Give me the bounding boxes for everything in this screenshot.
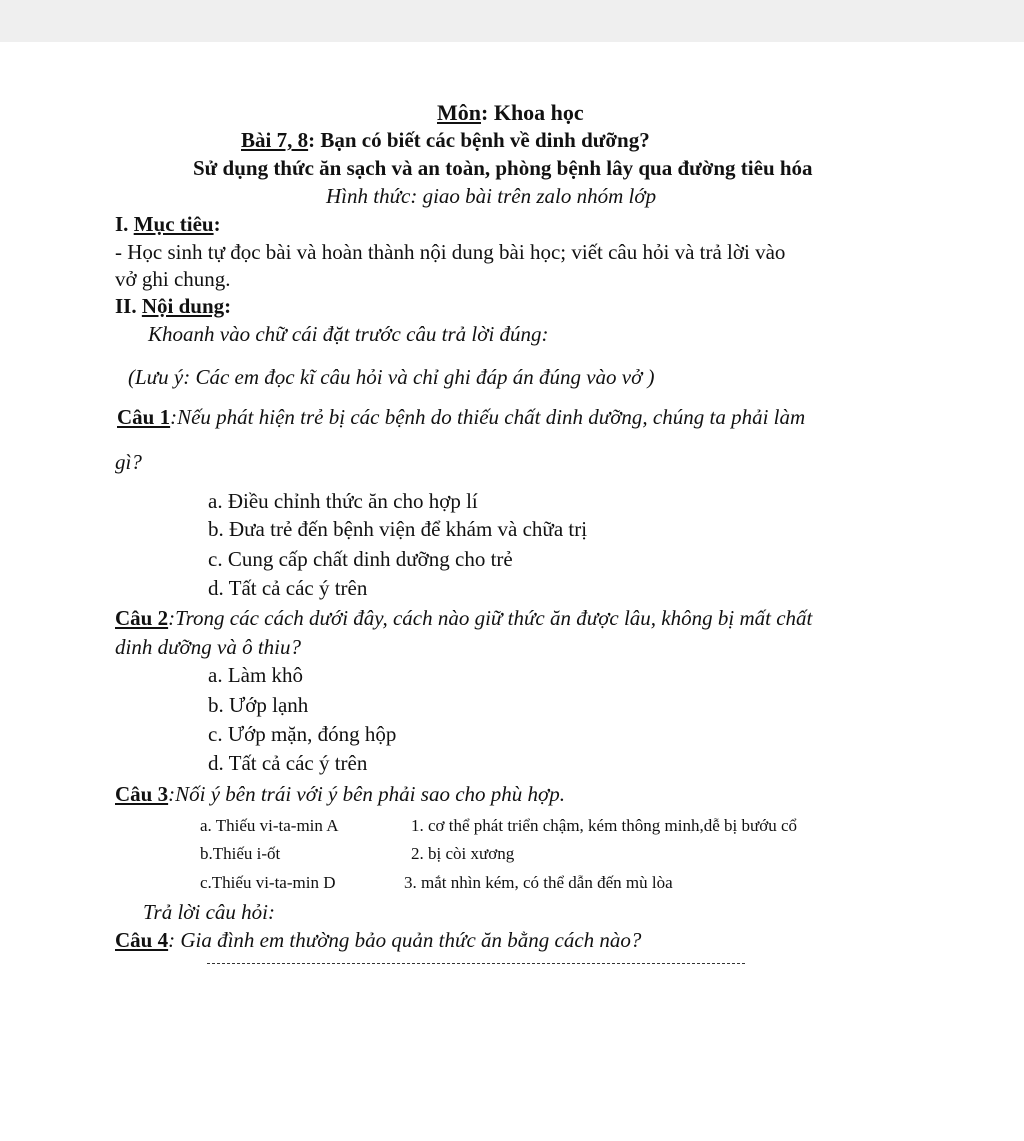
section1-title: Mục tiêu [133,212,214,236]
q2-label: Câu 2 [115,606,169,630]
q1-text: :Nếu phát hiện trẻ bị các bệnh do thiếu chất dinh dưỡng, chúng ta phải làm [170,405,806,429]
format-line: Hình thức: giao bài trên zalo nhóm lớp [326,184,657,208]
q2-option-d[interactable]: d. Tất cả các ý trên [208,751,368,775]
subject-value: : Khoa học [481,100,584,125]
subject-line [437,100,584,126]
q1-line2: gì? [115,450,142,474]
top-bar [0,0,1024,42]
section1-text-line2: vở ghi chung. [115,267,231,291]
section1-text-line1: - Học sinh tự đọc bài và hoàn thành nội dung bài học; viết câu hỏi và trả lời vào [115,240,786,264]
q3-right-1: 1. cơ thể phát triển chậm, kém thông minh,dễ bị bướu cổ [411,816,797,835]
q2-line2: dinh dưỡng và ô thiu? [115,635,301,659]
q4-text: : Gia đình em thường bảo quản thức ăn bằng cách nào? [168,928,642,952]
q3-text: :Nối ý bên trái với ý bên phải sao cho phù hợp. [168,782,565,806]
section2-heading: II. Nội dung: [115,294,232,318]
subject-label: Môn [437,100,481,125]
q3-left-a: a. Thiếu vi-ta-min A [200,816,339,835]
q1-option-d[interactable]: d. Tất cả các ý trên [208,576,368,600]
lesson-line [241,127,650,153]
answer-dotted-line[interactable] [207,963,745,964]
answer-heading: Trả lời câu hỏi: [143,900,275,924]
q3-line [115,781,565,807]
section2-title: Nội dung [141,294,225,318]
q1-option-a[interactable]: a. Điều chỉnh thức ăn cho hợp lí [208,489,478,513]
q1-line1 [117,404,805,430]
q3-left-b: b.Thiếu i-ốt [200,844,281,863]
instruction-text: Khoanh vào chữ cái đặt trước câu trả lời đúng: [148,322,549,346]
lesson-subtitle: Sử dụng thức ăn sạch và an toàn, phòng bệnh lây qua đường tiêu hóa [193,156,813,180]
q2-option-b[interactable]: b. Ướp lạnh [208,693,309,717]
q2-option-c[interactable]: c. Ướp mặn, đóng hộp [208,722,397,746]
note-text: (Lưu ý: Các em đọc kĩ câu hỏi và chỉ ghi đáp án đúng vào vở ) [128,365,655,389]
lesson-label: Bài 7, 8 [241,128,309,152]
q2-option-a[interactable]: a. Làm khô [208,663,304,687]
lesson-value: : Bạn có biết các bệnh về dinh dưỡng? [308,128,650,152]
q1-option-c[interactable]: c. Cung cấp chất dinh dưỡng cho trẻ [208,547,513,571]
q3-label: Câu 3 [115,782,169,806]
q3-left-c: c.Thiếu vi-ta-min D [200,873,336,892]
q2-line1 [115,605,812,631]
q3-right-3: 3. mắt nhìn kém, có thể dẫn đến mù lòa [404,873,673,892]
q1-option-b[interactable]: b. Đưa trẻ đến bệnh viện để khám và chữa trị [208,517,588,541]
q3-right-2: 2. bị còi xương [411,844,515,863]
q4-label: Câu 4 [115,928,169,952]
q1-label: Câu 1 [117,405,171,429]
section1-heading: I. Mục tiêu: [115,212,221,236]
q4-line [115,927,641,953]
q2-text: :Trong các cách dưới đây, cách nào giữ thức ăn được lâu, không bị mất chất [168,606,813,630]
